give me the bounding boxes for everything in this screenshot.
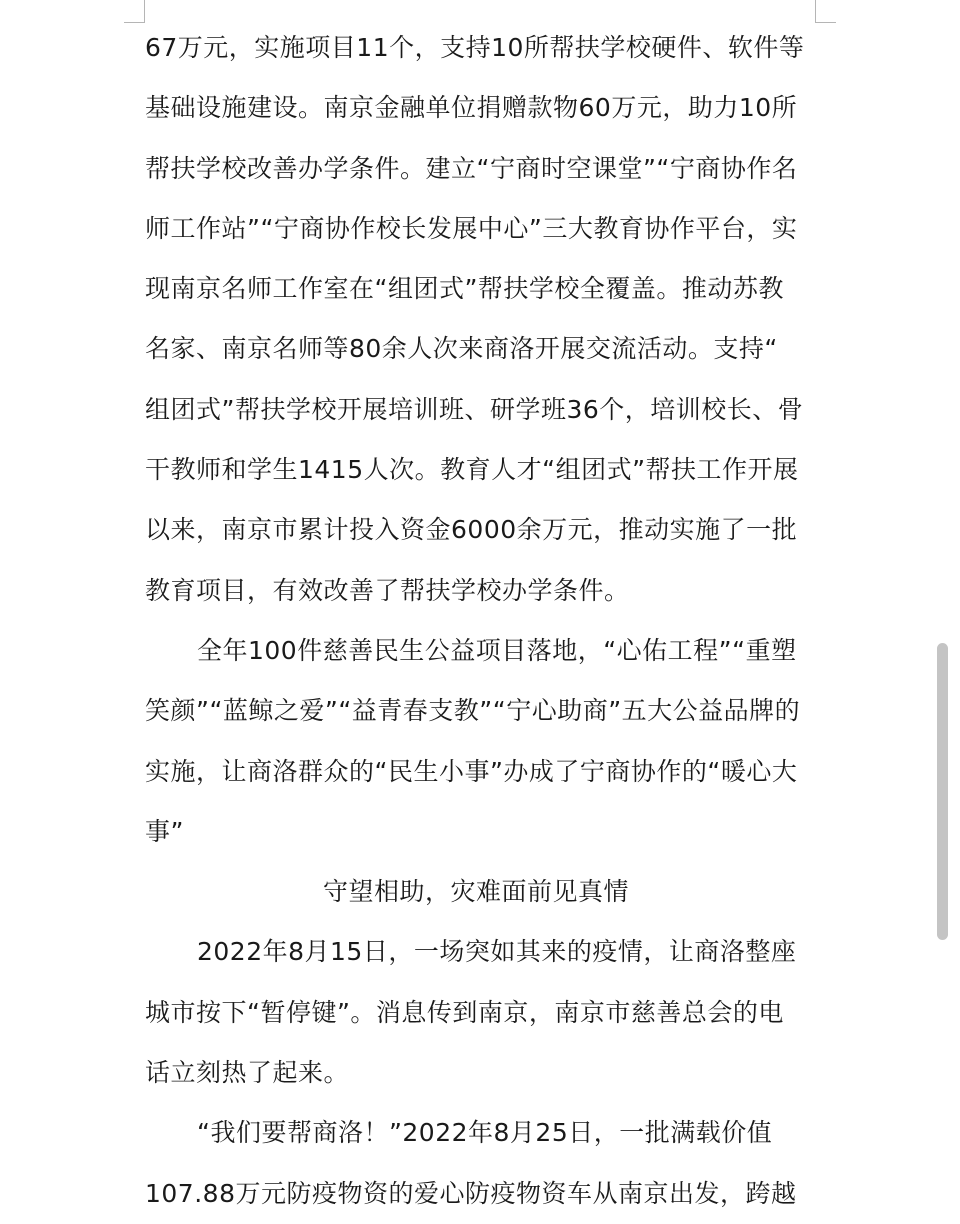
paragraph-start-line: “我们要帮商洛！”2022年8月25日，一批满载价值 [197,1118,773,1148]
text-line: 教育项目，有效改善了帮扶学校办学条件。 [145,575,630,605]
text-line: 以来，南京市累计投入资金6000余万元，推动实施了一批 [145,515,798,545]
text-line: 基础设施建设。南京金融单位捐赠款物60万元，助力10所 [145,93,798,123]
text-line: 67万元，实施项目11个，支持10所帮扶学校硬件、软件等 [145,33,805,62]
paragraph-start-line: 全年100件慈善民生公益项目落地，“心佑工程”“重塑 [197,635,797,665]
text-line: 现南京名师工作室在“组团式”帮扶学校全覆盖。推动苏教 [145,274,784,304]
vertical-scrollbar-thumb[interactable] [937,643,948,940]
text-line: 师工作站”“宁商协作校长发展中心”三大教育协作平台，实 [145,213,798,243]
text-line: 城市按下“暂停键”。消息传到南京，南京市慈善总会的电 [145,997,784,1027]
text-line: 干教师和学生1415人次。教育人才“组团式”帮扶工作开展 [145,455,799,485]
text-line: 名家、南京名师等80余人次来商洛开展交流活动。支持“ [145,334,778,364]
text-line: 帮扶学校改善办学条件。建立“宁商时空课堂”“宁商协作名 [145,153,798,183]
text-line: 107.88万元防疫物资的爱心防疫物资车从南京出发，跨越 [145,1178,797,1208]
document-body [145,18,825,1224]
text-line: 实施，让商洛群众的“民生小事”办成了宁商协作的“暖心大 [145,756,798,786]
section-heading: 守望相助，灾难面前见真情 [322,877,629,907]
text-line: 话立刻热了起来。 [145,1058,350,1088]
margin-corner-mark-left [124,0,145,23]
text-line: 组团式”帮扶学校开展培训班、研学班36个，培训校长、骨 [145,394,804,424]
text-line: 笑颜”“蓝鲸之爱”“益青春支教”“宁心助商”五大公益品牌的 [145,696,801,726]
paragraph-start-line: 2022年8月15日，一场突如其来的疫情，让商洛整座 [197,937,797,967]
text-line: 事” [145,816,184,846]
